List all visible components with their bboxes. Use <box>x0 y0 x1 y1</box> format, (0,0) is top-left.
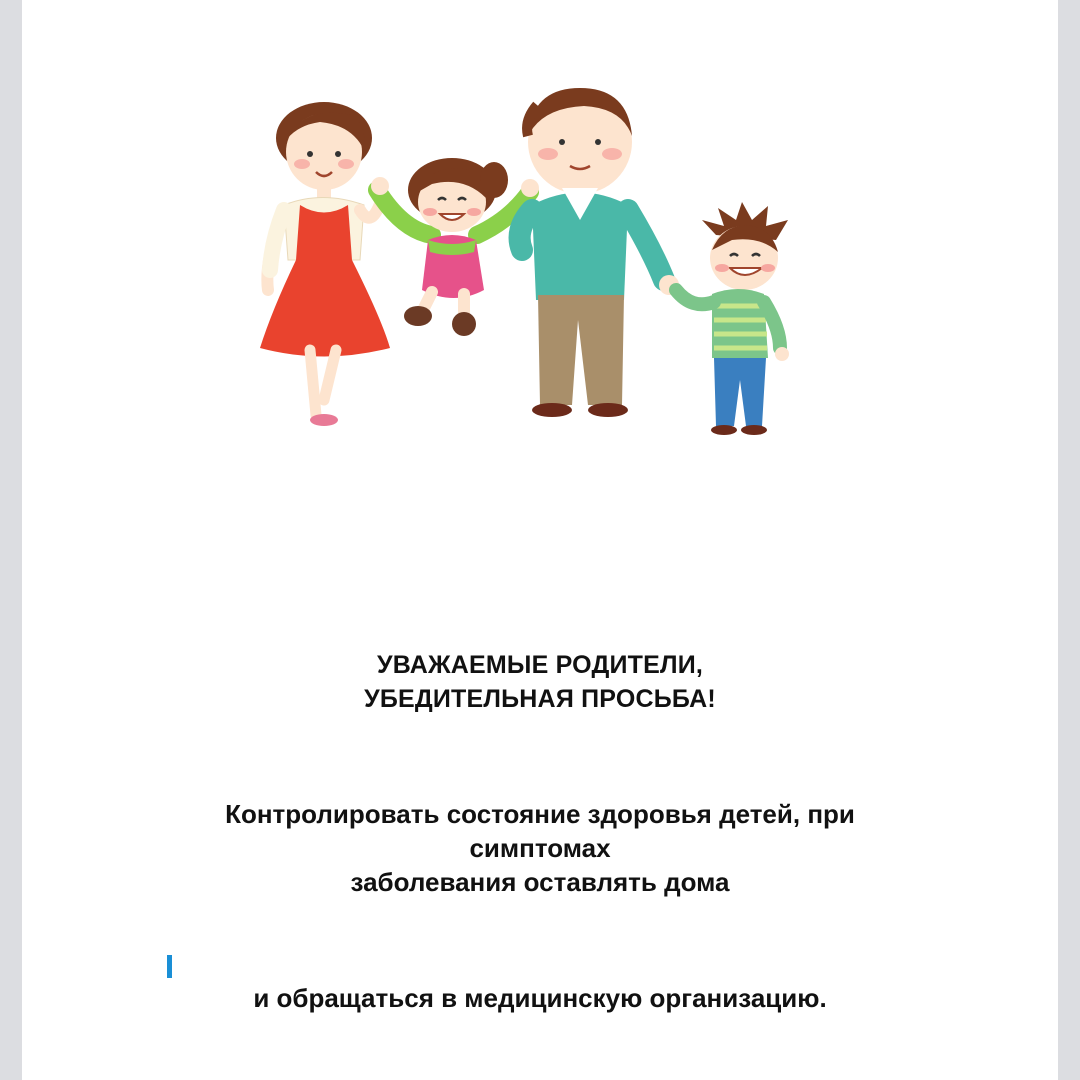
body-line-4: и обращаться в медицинскую организацию. <box>253 983 827 1013</box>
heading-line-2: УБЕДИТЕЛЬНАЯ ПРОСЬБА! <box>364 685 716 713</box>
body-line-3: заболевания оставлять дома <box>350 867 730 897</box>
body-line-1: Контролировать состояние здоровья детей, при <box>225 799 855 829</box>
document-page <box>22 0 1058 1080</box>
father-figure <box>520 88 679 417</box>
notice-body <box>22 797 1058 899</box>
text-cursor[interactable] <box>167 955 172 978</box>
body-line-2: симптомах <box>469 833 611 863</box>
family-illustration <box>232 80 832 450</box>
notice-heading <box>22 648 1058 716</box>
boy-figure <box>676 202 789 435</box>
heading-line-1: УВАЖАЕМЫЕ РОДИТЕЛИ, <box>376 651 704 679</box>
notice-body-final <box>22 981 1058 1015</box>
mother-figure <box>260 102 390 426</box>
